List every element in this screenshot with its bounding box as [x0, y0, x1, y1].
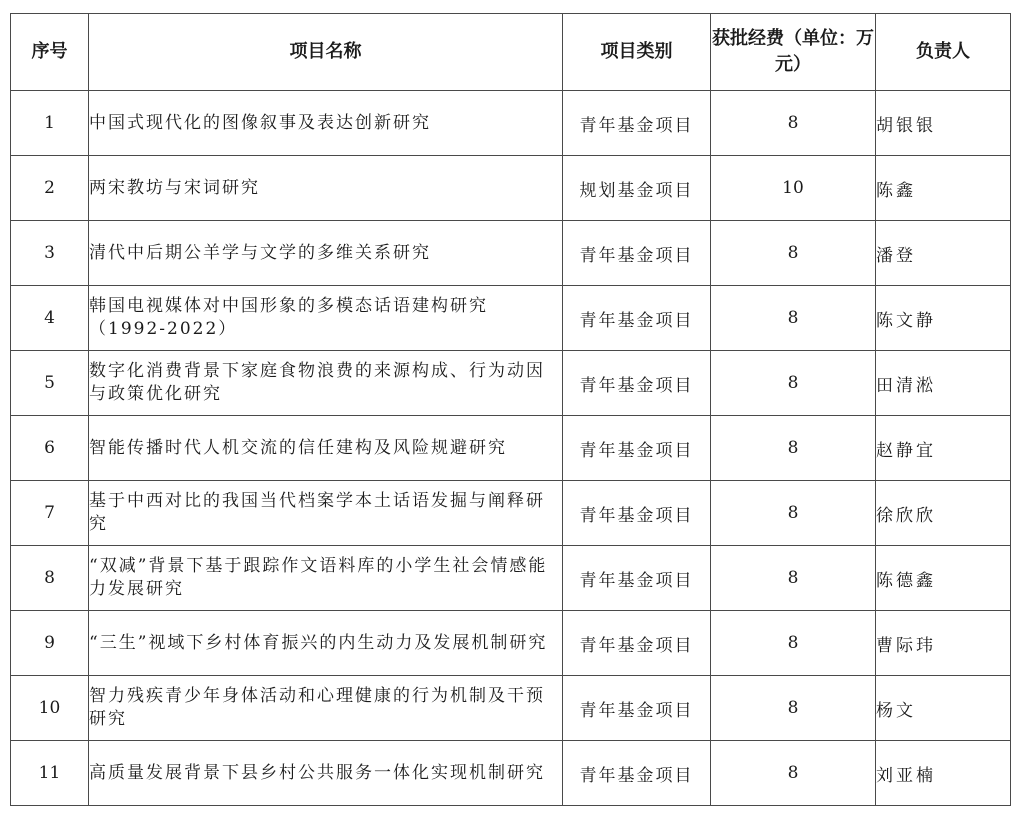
cell-lead: 徐欣欣 [876, 481, 1011, 546]
cell-lead: 陈德鑫 [876, 546, 1011, 611]
cell-no: 7 [11, 481, 89, 546]
cell-lead: 曹际玮 [876, 611, 1011, 676]
cell-lead: 陈鑫 [876, 156, 1011, 221]
cell-fund: 8 [711, 221, 876, 286]
cell-name: 智力残疾青少年身体活动和心理健康的行为机制及干预研究 [89, 676, 563, 741]
header-type: 项目类别 [563, 14, 711, 91]
cell-type: 青年基金项目 [563, 221, 711, 286]
cell-no: 4 [11, 286, 89, 351]
header-name: 项目名称 [89, 14, 563, 91]
cell-fund: 8 [711, 481, 876, 546]
cell-fund: 10 [711, 156, 876, 221]
cell-type: 青年基金项目 [563, 91, 711, 156]
table-row [11, 741, 1011, 806]
cell-name: 高质量发展背景下县乡村公共服务一体化实现机制研究 [89, 741, 563, 806]
cell-fund: 8 [711, 676, 876, 741]
cell-name: 清代中后期公羊学与文学的多维关系研究 [89, 221, 563, 286]
cell-fund: 8 [711, 741, 876, 806]
cell-no: 11 [11, 741, 89, 806]
cell-no: 2 [11, 156, 89, 221]
cell-no: 6 [11, 416, 89, 481]
cell-fund: 8 [711, 611, 876, 676]
table-row [11, 221, 1011, 286]
cell-name: 数字化消费背景下家庭食物浪费的来源构成、行为动因与政策优化研究 [89, 351, 563, 416]
cell-type: 青年基金项目 [563, 286, 711, 351]
cell-no: 3 [11, 221, 89, 286]
cell-type: 青年基金项目 [563, 741, 711, 806]
cell-name: “三生”视域下乡村体育振兴的内生动力及发展机制研究 [89, 611, 563, 676]
cell-name: 韩国电视媒体对中国形象的多模态话语建构研究（1992-2022） [89, 286, 563, 351]
cell-lead: 田清淞 [876, 351, 1011, 416]
cell-fund: 8 [711, 286, 876, 351]
cell-name: 基于中西对比的我国当代档案学本土话语发掘与阐释研究 [89, 481, 563, 546]
cell-type: 青年基金项目 [563, 351, 711, 416]
cell-no: 5 [11, 351, 89, 416]
cell-type: 青年基金项目 [563, 676, 711, 741]
cell-type: 青年基金项目 [563, 416, 711, 481]
cell-lead: 陈文静 [876, 286, 1011, 351]
table-row [11, 156, 1011, 221]
cell-lead: 刘亚楠 [876, 741, 1011, 806]
table-row [11, 351, 1011, 416]
header-row [11, 14, 1011, 91]
cell-fund: 8 [711, 91, 876, 156]
header-no: 序号 [11, 14, 89, 91]
cell-lead: 胡银银 [876, 91, 1011, 156]
table-row [11, 481, 1011, 546]
cell-fund: 8 [711, 416, 876, 481]
cell-name: 中国式现代化的图像叙事及表达创新研究 [89, 91, 563, 156]
table-row [11, 546, 1011, 611]
cell-fund: 8 [711, 546, 876, 611]
cell-name: “双减”背景下基于跟踪作文语料库的小学生社会情感能力发展研究 [89, 546, 563, 611]
cell-lead: 赵静宜 [876, 416, 1011, 481]
project-table [10, 13, 1011, 806]
header-fund: 获批经费（单位：万元） [711, 14, 876, 91]
cell-no: 9 [11, 611, 89, 676]
cell-name: 智能传播时代人机交流的信任建构及风险规避研究 [89, 416, 563, 481]
header-lead: 负责人 [876, 14, 1011, 91]
cell-type: 规划基金项目 [563, 156, 711, 221]
cell-no: 8 [11, 546, 89, 611]
table-row [11, 286, 1011, 351]
cell-type: 青年基金项目 [563, 611, 711, 676]
table-row [11, 91, 1011, 156]
table-row [11, 676, 1011, 741]
cell-type: 青年基金项目 [563, 546, 711, 611]
cell-name: 两宋教坊与宋词研究 [89, 156, 563, 221]
cell-lead: 潘登 [876, 221, 1011, 286]
cell-fund: 8 [711, 351, 876, 416]
cell-lead: 杨文 [876, 676, 1011, 741]
table-row [11, 416, 1011, 481]
cell-no: 10 [11, 676, 89, 741]
cell-no: 1 [11, 91, 89, 156]
cell-type: 青年基金项目 [563, 481, 711, 546]
table-row [11, 611, 1011, 676]
